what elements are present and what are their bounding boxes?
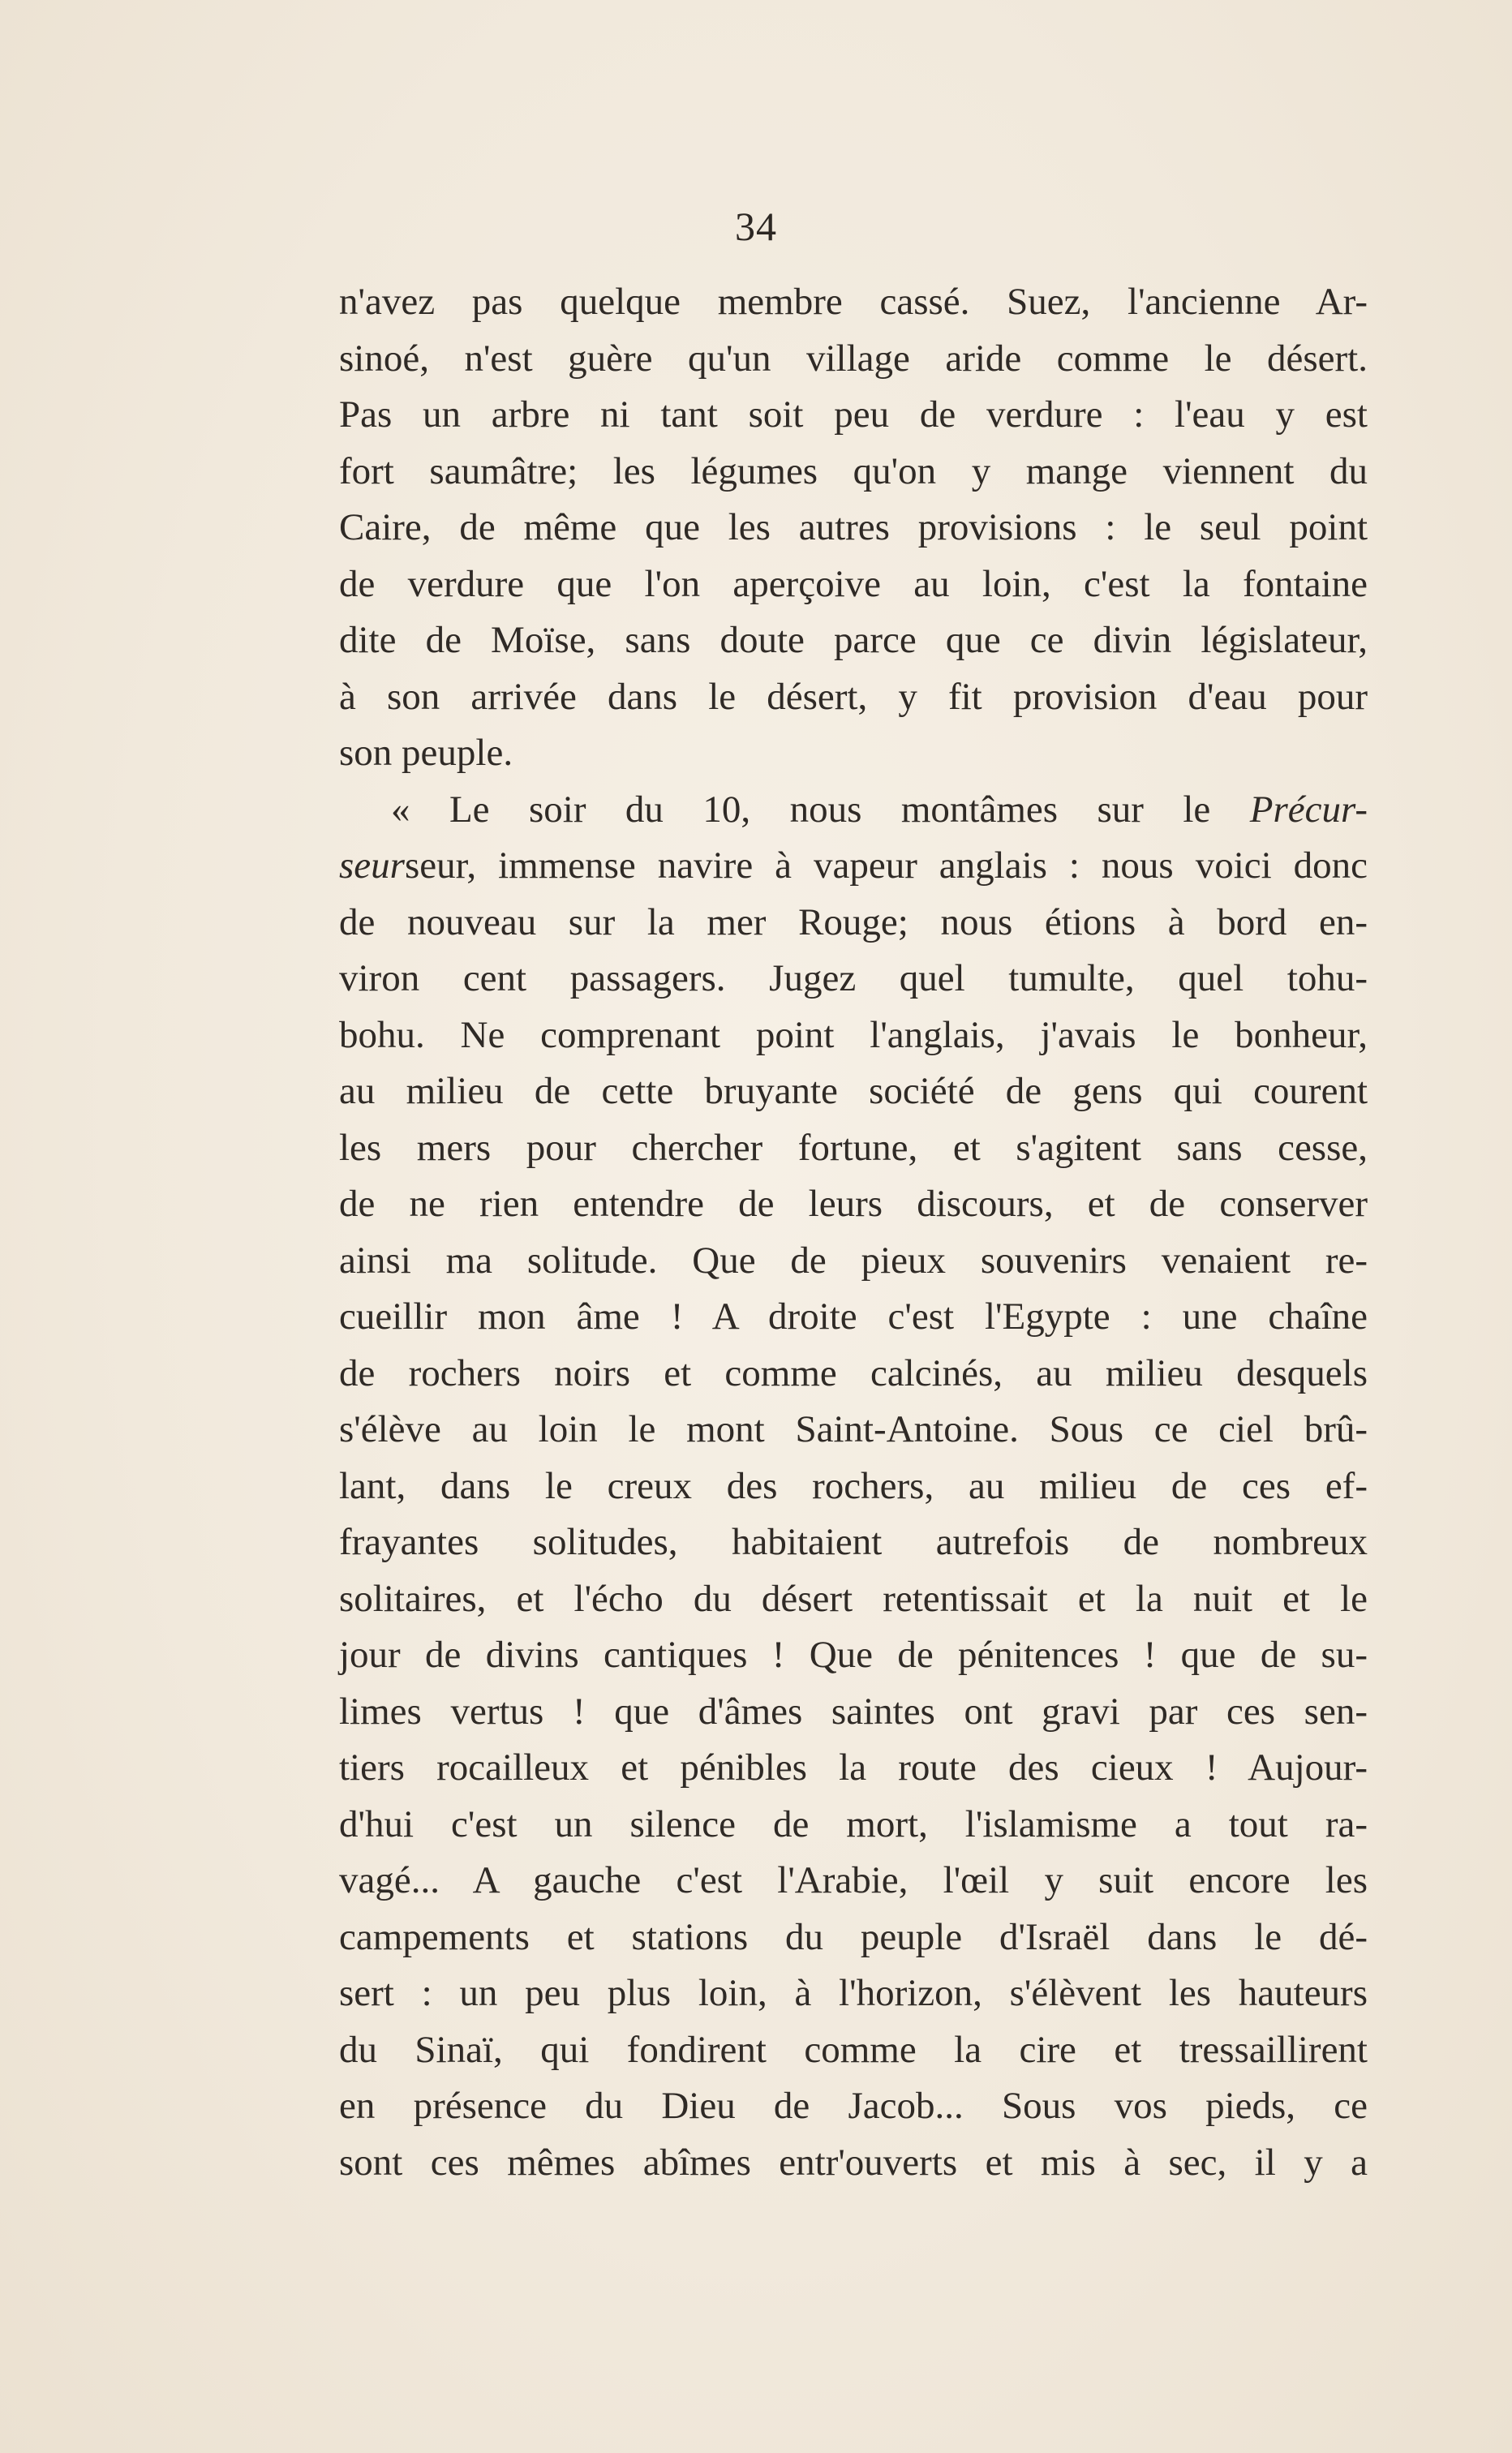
text-fragment: seur, immense navire à vapeur anglais : nous voici donc bbox=[404, 844, 1368, 887]
text-line: sert : un peu plus loin, à l'horizon, s'élèvent les hauteurs bbox=[339, 1972, 1368, 2014]
text-line: sont ces mêmes abîmes entr'ouverts et mis à sec, il y a bbox=[339, 2141, 1368, 2184]
page-number: 34 bbox=[735, 204, 777, 249]
text-line: Caire, de même que les autres provisions : le seul point bbox=[339, 506, 1368, 548]
text-line: viron cent passagers. Jugez quel tumulte, quel tohu- bbox=[339, 957, 1368, 999]
text-line bbox=[339, 838, 1368, 895]
text-line: ainsi ma solitude. Que de pieux souvenirs venaient re- bbox=[339, 1239, 1368, 1282]
text-line: sinoé, n'est guère qu'un village aride comme le désert. bbox=[339, 337, 1368, 380]
text-line: jour de divins cantiques ! Que de pénitences ! que de su- bbox=[339, 1634, 1368, 1676]
text-line: Pas un arbre ni tant soit peu de verdure : l'eau y est bbox=[339, 393, 1368, 436]
text-fragment: « Le soir du 10, nous montâmes sur le bbox=[391, 788, 1250, 831]
text-line: à son arrivée dans le désert, y fit provision d'eau pour bbox=[339, 675, 1368, 718]
text-line: dite de Moïse, sans doute parce que ce divin législateur, bbox=[339, 619, 1368, 661]
text-line: les mers pour chercher fortune, et s'agitent sans cesse, bbox=[339, 1126, 1368, 1169]
text-line: du Sinaï, qui fondirent comme la cire et tressaillirent bbox=[339, 2028, 1368, 2071]
text-line: vagé... A gauche c'est l'Arabie, l'œil y suit encore les bbox=[339, 1859, 1368, 1901]
text-line: au milieu de cette bruyante société de gens qui courent bbox=[339, 1070, 1368, 1112]
text-line: bohu. Ne comprenant point l'anglais, j'avais le bonheur, bbox=[339, 1013, 1368, 1056]
text-line: campements et stations du peuple d'Israël dans le dé- bbox=[339, 1915, 1368, 1958]
paragraph-start-line bbox=[339, 782, 1368, 839]
text-line: tiers rocailleux et pénibles la route des cieux ! Aujour- bbox=[339, 1746, 1368, 1789]
text-line: cueillir mon âme ! A droite c'est l'Egypte : une chaîne bbox=[339, 1295, 1368, 1338]
text-line: limes vertus ! que d'âmes saintes ont gravi par ces sen- bbox=[339, 1690, 1368, 1733]
text-line: de verdure que l'on aperçoive au loin, c'est la fontaine bbox=[339, 562, 1368, 605]
text-line: d'hui c'est un silence de mort, l'islamisme a tout ra- bbox=[339, 1802, 1368, 1845]
text-line: de nouveau sur la mer Rouge; nous étions à bord en- bbox=[339, 900, 1368, 943]
text-line: s'élève au loin le mont Saint-Antoine. Sous ce ciel brû- bbox=[339, 1408, 1368, 1450]
text-line: n'avez pas quelque membre cassé. Suez, l'ancienne Ar- bbox=[339, 281, 1368, 323]
body-text bbox=[339, 274, 1368, 2191]
text-line: de ne rien entendre de leurs discours, et de conserver bbox=[339, 1183, 1368, 1225]
text-line: lant, dans le creux des rochers, au milieu de ces ef- bbox=[339, 1464, 1368, 1507]
text-line: fort saumâtre; les légumes qu'on y mange viennent du bbox=[339, 449, 1368, 492]
italic-ship-name-start: Précur- bbox=[1249, 788, 1368, 831]
text-line: en présence du Dieu de Jacob... Sous vos pieds, ce bbox=[339, 2085, 1368, 2127]
text-line: frayantes solitudes, habitaient autrefois de nombreux bbox=[339, 1521, 1368, 1563]
text-line: de rochers noirs et comme calcinés, au milieu desquels bbox=[339, 1351, 1368, 1394]
text-line: son peuple. bbox=[339, 732, 513, 774]
text-line: solitaires, et l'écho du désert retentissait et la nuit et le bbox=[339, 1577, 1368, 1620]
italic-ship-name-end: seur bbox=[339, 844, 405, 887]
